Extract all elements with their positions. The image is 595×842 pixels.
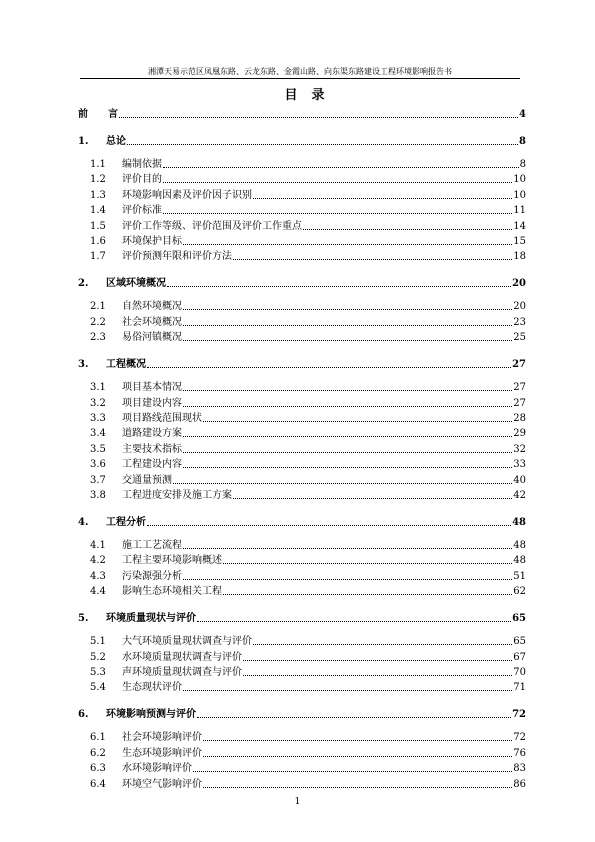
toc-section-entry[interactable] — [78, 487, 526, 502]
toc-entry-number: 6.3 — [90, 763, 106, 775]
toc-entry-number: 6.4 — [90, 778, 106, 790]
dot-leader — [183, 406, 512, 407]
toc-entry-label: 环境质量现状与评价 — [106, 613, 196, 625]
toc-chapter-entry[interactable] — [78, 275, 526, 290]
toc-entry-page: 33 — [513, 459, 526, 471]
dot-leader — [147, 525, 511, 526]
toc-entry-label: 工程进度安排及施工方案 — [122, 490, 232, 501]
toc-entry-label: 评价预测年限和评价方法 — [122, 251, 232, 263]
dot-leader — [253, 644, 512, 645]
toc-section-entry[interactable] — [78, 537, 526, 552]
toc-entry-page: 40 — [513, 474, 526, 486]
toc-section-entry[interactable] — [78, 776, 526, 791]
toc-section-entry[interactable] — [78, 218, 526, 233]
toc-chapter-entry[interactable] — [78, 106, 526, 121]
toc-entry-label: 环境保护目标 — [122, 236, 182, 247]
toc-entry-label: 自然环境概况 — [122, 301, 182, 313]
toc-entry-page: 32 — [513, 443, 526, 455]
toc-entry-page: 72 — [512, 709, 526, 721]
toc-section-entry[interactable] — [78, 583, 526, 598]
toc-section-entry[interactable] — [78, 456, 526, 471]
toc-entry-page: 20 — [512, 278, 526, 290]
dot-leader — [203, 421, 512, 422]
toc-entry-label: 主要技术指标 — [122, 443, 182, 455]
toc-section-entry[interactable] — [78, 568, 526, 583]
toc-entry-page: 27 — [512, 359, 526, 371]
dot-leader — [203, 787, 512, 788]
toc-section-entry[interactable] — [78, 395, 526, 410]
toc-section-entry[interactable] — [78, 410, 526, 425]
toc-entry-page: 65 — [512, 613, 526, 625]
toc-entry-label: 污染源强分析 — [122, 570, 182, 582]
toc-entry-number: 6. — [78, 709, 89, 721]
toc-section-entry[interactable] — [78, 552, 526, 567]
toc-entry-number: 3.6 — [90, 459, 106, 471]
dot-leader — [233, 498, 512, 499]
toc-entry-number: 1.4 — [90, 205, 106, 217]
dot-leader — [223, 563, 512, 564]
toc-entry-page: 4 — [519, 109, 526, 120]
toc-entry-page: 27 — [513, 397, 526, 409]
toc-entry-label: 项目基本情况 — [122, 382, 182, 394]
toc-entry-number: 1.2 — [90, 174, 106, 186]
toc-entry-page: 29 — [513, 428, 526, 440]
toc-entry-label: 生态环境影响评价 — [122, 747, 202, 759]
toc-entry-number: 3.3 — [90, 413, 106, 424]
toc-section-entry[interactable] — [78, 441, 526, 456]
toc-entry-label: 工程概况 — [106, 359, 146, 371]
toc-entry-page: 20 — [513, 301, 526, 313]
toc-entry-page: 15 — [513, 236, 526, 247]
dot-leader — [183, 467, 512, 468]
toc-entry-page: 62 — [513, 586, 526, 598]
toc-entry-page: 48 — [513, 555, 526, 567]
dot-leader — [119, 117, 518, 118]
toc-entry-label: 水环境质量现状调查与评价 — [122, 651, 242, 663]
dot-leader — [163, 182, 512, 183]
toc-entry-label: 施工工艺流程 — [122, 540, 182, 551]
toc-entry-number: 1.3 — [90, 189, 106, 201]
dot-leader — [197, 621, 511, 622]
toc-entry-page: 86 — [513, 778, 526, 790]
toc-entry-label: 声环境质量现状调查与评价 — [122, 667, 242, 678]
toc-entry-page: 51 — [513, 570, 526, 582]
toc-entry-number: 1. — [78, 136, 89, 147]
toc-entry-number: 5.1 — [90, 636, 106, 648]
dot-leader — [183, 390, 512, 391]
dot-leader — [183, 548, 512, 549]
dot-leader — [183, 325, 512, 326]
toc-entry-number: 4. — [78, 517, 89, 528]
toc-entry-label: 大气环境质量现状调查与评价 — [122, 636, 252, 648]
dot-leader — [183, 436, 512, 437]
toc-section-entry[interactable] — [78, 187, 526, 202]
toc-entry-label: 易俗河镇概况 — [122, 332, 182, 344]
dot-leader — [243, 660, 512, 661]
toc-entry-number: 5.3 — [90, 667, 106, 678]
toc-entry-page: 48 — [513, 540, 526, 551]
toc-entry-number: 3.1 — [90, 382, 106, 394]
dot-leader — [183, 690, 512, 691]
toc-entry-label: 道路建设方案 — [122, 428, 182, 440]
dot-leader — [193, 771, 512, 772]
page-number: 1 — [294, 797, 301, 807]
toc-section-entry[interactable] — [78, 233, 526, 248]
toc-entry-page: 72 — [513, 732, 526, 744]
toc-section-entry[interactable] — [78, 425, 526, 440]
toc-section-entry[interactable] — [78, 156, 526, 171]
toc-entry-page: 8 — [519, 159, 526, 170]
dot-leader — [183, 452, 512, 453]
toc-entry-label: 生态现状评价 — [122, 682, 182, 694]
dot-leader — [183, 340, 512, 341]
dot-leader — [183, 244, 512, 245]
toc-entry-page: 10 — [513, 189, 526, 201]
toc-entry-label: 项目建设内容 — [122, 397, 182, 409]
header-rule — [80, 78, 520, 79]
running-header: 湘潭天易示范区凤凰东路、云龙东路、金霞山路、向东渠东路建设工程环境影响报告书 — [148, 67, 452, 76]
toc-section-entry[interactable] — [78, 679, 526, 694]
toc-entry-number: 1.7 — [90, 251, 106, 263]
toc-entry-page: 83 — [513, 763, 526, 775]
toc-entry-page: 28 — [513, 413, 526, 424]
dot-leader — [203, 740, 512, 741]
toc-entry-number: 3.2 — [90, 397, 106, 409]
toc-entry-label: 前 言 — [78, 109, 118, 120]
toc-entry-number: 3.8 — [90, 490, 106, 501]
toc-section-entry[interactable] — [78, 298, 526, 313]
toc-section-entry[interactable] — [78, 664, 526, 679]
toc-section-entry[interactable] — [78, 633, 526, 648]
dot-leader — [203, 756, 512, 757]
toc-entry-number: 6.2 — [90, 747, 106, 759]
toc-entry-number: 4.3 — [90, 570, 106, 582]
toc-entry-page: 48 — [512, 517, 526, 528]
dot-leader — [163, 167, 519, 168]
toc-entry-label: 工程建设内容 — [122, 459, 182, 471]
toc-section-entry[interactable] — [78, 379, 526, 394]
toc-entry-label: 总论 — [106, 136, 126, 147]
toc-entry-label: 环境空气影响评价 — [122, 778, 202, 790]
toc-entry-page: 10 — [513, 174, 526, 186]
toc-entry-label: 影响生态环境相关工程 — [122, 586, 222, 598]
toc-entry-number: 1.5 — [90, 220, 106, 232]
toc-entry-number: 1.6 — [90, 236, 106, 247]
toc-entry-number: 2.1 — [90, 301, 106, 313]
toc-entry-number: 5.2 — [90, 651, 106, 663]
toc-section-entry[interactable] — [78, 745, 526, 760]
toc-entry-label: 工程主要环境影响概述 — [122, 555, 222, 567]
toc-chapter-entry[interactable] — [78, 610, 526, 625]
toc-entry-page: 14 — [513, 220, 526, 232]
dot-leader — [253, 198, 512, 199]
toc-entry-label: 交通量预测 — [122, 474, 172, 486]
toc-entry-label: 评价工作等级、评价范围及评价工作重点 — [122, 220, 302, 232]
toc-entry-page: 18 — [513, 251, 526, 263]
toc-entry-number: 3. — [78, 359, 89, 371]
toc-entry-page: 8 — [519, 136, 526, 147]
dot-leader — [147, 367, 511, 368]
dot-leader — [233, 259, 512, 260]
toc-entry-number: 4.4 — [90, 586, 106, 598]
toc-entry-label: 编制依据 — [122, 159, 162, 170]
toc-entry-label: 区域环境概况 — [106, 278, 166, 290]
toc-chapter-entry[interactable] — [78, 133, 526, 148]
toc-entry-number: 2.2 — [90, 316, 106, 328]
toc-entry-number: 6.1 — [90, 732, 106, 744]
toc-entry-page: 27 — [513, 382, 526, 394]
toc-entry-page: 25 — [513, 332, 526, 344]
toc-section-entry[interactable] — [78, 649, 526, 664]
toc-section-entry[interactable] — [78, 472, 526, 487]
toc-chapter-entry[interactable] — [78, 706, 526, 721]
dot-leader — [197, 717, 511, 718]
toc-entry-label: 评价标准 — [122, 205, 162, 217]
toc-entry-page: 67 — [513, 651, 526, 663]
dot-leader — [167, 286, 511, 287]
toc-entry-page: 70 — [513, 667, 526, 678]
toc-section-entry[interactable] — [78, 314, 526, 329]
toc-entry-page: 65 — [513, 636, 526, 648]
dot-leader — [223, 594, 512, 595]
toc-entry-label: 项目路线范围现状 — [122, 413, 202, 424]
dot-leader — [243, 675, 512, 676]
toc-entry-page: 11 — [513, 205, 526, 217]
dot-leader — [173, 483, 512, 484]
toc-entry-label: 社会环境影响评价 — [122, 732, 202, 744]
toc-section-entry[interactable] — [78, 729, 526, 744]
toc-entry-number: 5.4 — [90, 682, 106, 694]
dot-leader — [183, 309, 512, 310]
toc-entry-label: 环境影响因素及评价因子识别 — [122, 189, 252, 201]
toc-entry-number: 2. — [78, 278, 89, 290]
toc-section-entry[interactable] — [78, 760, 526, 775]
toc-entry-number: 3.4 — [90, 428, 106, 440]
toc-entry-page: 76 — [513, 747, 526, 759]
toc-entry-number: 3.5 — [90, 443, 106, 455]
toc-entry-label: 水环境影响评价 — [122, 763, 192, 775]
toc-chapter-entry[interactable] — [78, 356, 526, 371]
dot-leader — [303, 229, 512, 230]
toc-entry-label: 工程分析 — [106, 517, 146, 528]
toc-chapter-entry[interactable] — [78, 514, 526, 529]
toc-title: 目录 — [284, 88, 339, 103]
toc-entry-number: 3.7 — [90, 474, 106, 486]
toc-section-entry[interactable] — [78, 202, 526, 217]
toc-section-entry[interactable] — [78, 248, 526, 263]
dot-leader — [183, 579, 512, 580]
toc-section-entry[interactable] — [78, 171, 526, 186]
toc-entry-number: 5. — [78, 613, 89, 625]
toc-entry-page: 42 — [513, 490, 526, 501]
toc-section-entry[interactable] — [78, 329, 526, 344]
toc-entry-label: 环境影响预测与评价 — [106, 709, 196, 721]
dot-leader — [127, 144, 518, 145]
toc-entry-number: 4.2 — [90, 555, 106, 567]
toc-entry-number: 4.1 — [90, 540, 106, 551]
dot-leader — [163, 213, 512, 214]
toc-entry-number: 1.1 — [90, 159, 106, 170]
toc-entry-number: 2.3 — [90, 332, 106, 344]
toc-entry-label: 社会环境概况 — [122, 316, 182, 328]
toc-entry-page: 71 — [513, 682, 526, 694]
toc-entry-label: 评价目的 — [122, 174, 162, 186]
toc-entry-page: 23 — [513, 316, 526, 328]
